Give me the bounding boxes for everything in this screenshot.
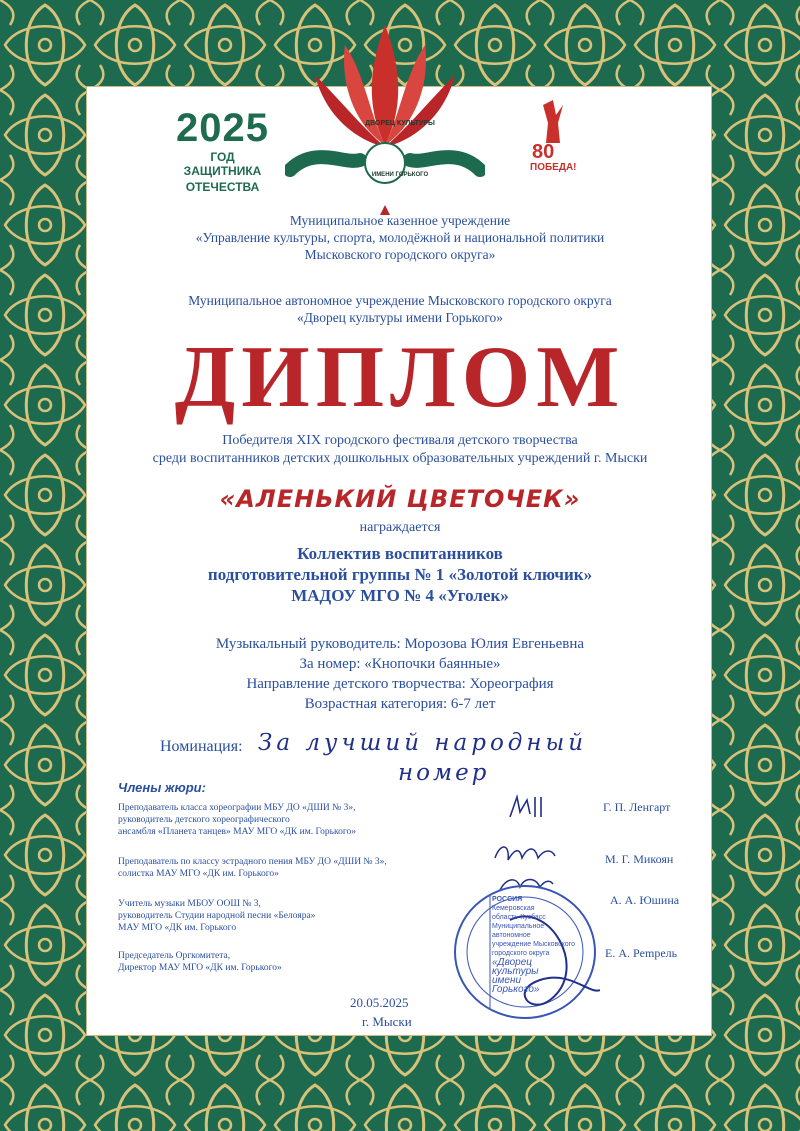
jury-desc: Директор МАУ МГО «ДК им. Горького» [118, 963, 282, 973]
info-line-1: Музыкальный руководитель: Морозова Юлия Евгеньевна [215, 636, 585, 652]
year-logo [170, 108, 275, 194]
stamp-region-1: Кемеровская [492, 905, 535, 912]
institution-line-1: Муниципальное казенное учреждение [289, 213, 511, 228]
nomination-handwritten-1: За лучший народный [258, 730, 588, 756]
jury-desc: ансамбля «Планета танцев» МАУ МГО «ДК им. Горького» [118, 827, 356, 837]
tulip-emblem-icon [285, 15, 485, 220]
nomination-label: Номинация: [160, 738, 243, 755]
victory-number: 80 [532, 141, 555, 163]
institution-line-3: Мысковского городского округа» [304, 247, 496, 262]
info-line-2: За номер: «Кнопочки баянные» [299, 656, 501, 672]
jury-member-1 [118, 802, 356, 838]
institution-block-1 [0, 212, 800, 263]
jury-name-4: Е. А. Рempель [605, 946, 678, 960]
year-caption-2: ОТЕЧЕСТВА [185, 180, 260, 194]
jury-desc: МАУ МГО «ДК им. Горького [118, 923, 237, 933]
jury-heading: Члены жюри: [118, 780, 206, 795]
info-block [0, 634, 800, 714]
nomination-handwritten-2: номер [398, 760, 490, 786]
jury-member-4 [118, 950, 282, 974]
stamp-org-8: Горького» [492, 984, 540, 995]
stamp-org-1: Муниципальное [492, 923, 545, 930]
jury-member-3 [118, 898, 315, 934]
victory-logo [528, 95, 578, 180]
jury-desc: руководитель Студии народной песни «Белояра» [118, 911, 316, 921]
emblem-caption-bottom: ИМЕНИ ГОРЬКОГО [371, 172, 429, 178]
jury-desc: Преподаватель по классу эстрадного пения МБУ ДО «ДШИ № 3», [118, 857, 387, 867]
stamp-text [492, 895, 592, 994]
awardee-line-3: МАДОУ МГО № 4 «Уголек» [291, 586, 509, 605]
jury-member-2 [118, 856, 387, 880]
stamp-org-3: учреждение Мысковского [492, 941, 575, 948]
stamp-org-7: имени [492, 975, 522, 986]
year-number: 2025 [176, 106, 269, 150]
institution-line-5: «Дворец культуры имени Горького» [296, 310, 504, 325]
info-line-4: Возрастная категория: 6-7 лет [304, 696, 496, 712]
stamp-org-5: «Дворец [492, 957, 533, 968]
festival-line-2: среди воспитанников детских дошкольных образовательных учреждений г. Мыски [152, 451, 648, 466]
institution-block-2 [0, 292, 800, 326]
emblem-caption-top: ДВОРЕЦ КУЛЬТУРЫ [365, 120, 435, 127]
institution-line-4: Муниципальное автономное учреждение Мысковского городского округа [188, 293, 612, 308]
jury-name-3: А. А. Юшина [610, 893, 680, 907]
awardee-line-1: Коллектив воспитанников [297, 544, 503, 563]
jury-desc: Председатель Оргкомитета, [118, 951, 231, 961]
institution-line-2: «Управление культуры, спорта, молодёжной и национальной политики [195, 230, 605, 245]
stamp-org-4: городского округа [492, 950, 550, 957]
festival-block [0, 432, 800, 468]
jury-desc: солистка МАУ МГО «ДК им. Горького» [118, 869, 279, 879]
jury-desc: Преподаватель класса хореографии МБУ ДО «ДШИ № 3», [118, 803, 356, 813]
signature-2 [490, 838, 560, 868]
awardee-block [0, 543, 800, 606]
festival-line-1: Победителя XIX городского фестиваля детского творчества [222, 433, 578, 448]
awardee-line-2: подготовительной группы № 1 «Золотой ключик» [207, 565, 593, 584]
festival-name: «АЛЕНЬКИЙ ЦВЕТОЧЕК» [219, 485, 581, 513]
jury-name-2: М. Г. Микоян [605, 852, 674, 866]
year-caption-1: ГОД ЗАЩИТНИКА [183, 150, 262, 178]
stamp-org-2: автономное [492, 932, 531, 939]
awarded-label: награждается [359, 520, 441, 535]
footer-city: г. Мыски [362, 1014, 412, 1029]
jury-desc: Учитель музыки МБОУ ООШ № 3, [118, 899, 261, 909]
signature-1 [505, 792, 555, 822]
stamp-region-2: область-Кузбасс [492, 914, 546, 921]
jury-desc: руководитель детского хореографического [118, 815, 290, 825]
info-line-3: Направление детского творчества: Хореография [246, 676, 554, 692]
stamp-org-6: культуры [492, 966, 539, 977]
diploma-title: ДИПЛОМ [174, 329, 626, 426]
footer-date: 20.05.2025 [350, 995, 409, 1010]
victory-text: ПОБЕДА! [530, 162, 577, 173]
jury-name-1: Г. П. Ленгарт [603, 800, 671, 814]
monument-icon [528, 95, 578, 145]
stamp-country: РОССИЯ [492, 896, 523, 903]
